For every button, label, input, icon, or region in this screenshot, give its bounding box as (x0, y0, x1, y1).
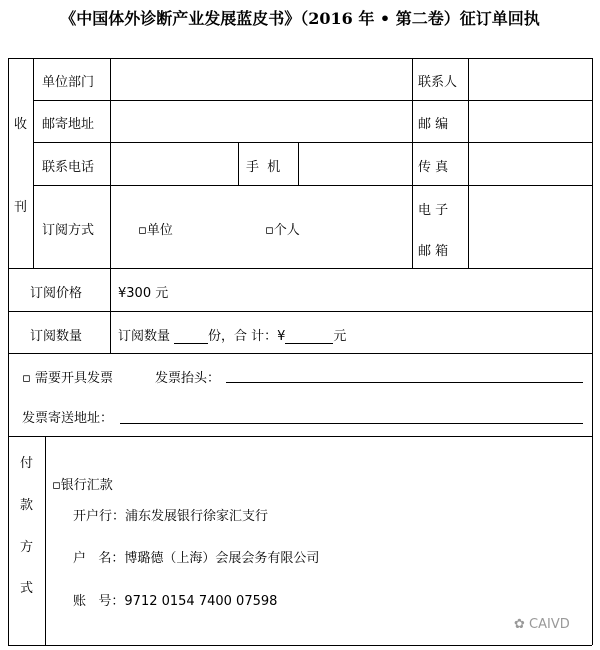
mobile-label: 手 机 (246, 160, 281, 175)
invoice-address-label: 发票寄送地址： (22, 411, 114, 426)
fax-label: 传 真 (418, 160, 449, 175)
currency-unit: 元 (333, 329, 347, 344)
invoice-header-input[interactable] (226, 382, 583, 383)
quantity-text: 订阅数量 (118, 329, 171, 344)
total-text: 份，合 计：¥ (208, 329, 286, 344)
account-name: 户 名：博璐德（上海）会展会务有限公司 (73, 551, 320, 566)
email-label-1: 电 子 (418, 203, 449, 218)
need-invoice-checkbox[interactable]: ▫ 需要开具发票 (22, 371, 113, 386)
page-title: 《中国体外诊断产业发展蓝皮书》（2016 年 • 第二卷）征订单回执 (60, 9, 540, 28)
price-label: 订阅价格 (30, 286, 83, 301)
invoice-header-label: 发票抬头： (155, 371, 221, 386)
subscription-method-label: 订阅方式 (42, 223, 95, 238)
payment-label-2: 款 (20, 498, 34, 513)
invoice-address-input[interactable] (120, 423, 583, 424)
option-unit-checkbox[interactable]: ▫单位 (138, 223, 173, 238)
recipient-label-bottom: 刊 (14, 200, 28, 215)
phone-label: 联系电话 (42, 160, 95, 175)
contact-label: 联系人 (418, 75, 458, 90)
quantity-input[interactable] (174, 329, 208, 344)
quantity-label: 订阅数量 (30, 329, 83, 344)
payment-label-1: 付 (20, 456, 34, 471)
payment-label-4: 式 (20, 581, 34, 596)
wechat-icon: ✿ (514, 617, 530, 632)
account-number: 账 号：9712 0154 7400 07598 (73, 594, 278, 609)
watermark (514, 617, 570, 632)
email-label-2: 邮 箱 (418, 244, 449, 259)
address-label: 邮寄地址 (42, 117, 95, 132)
postcode-label: 邮 编 (418, 117, 449, 132)
payment-label-3: 方 (20, 540, 34, 555)
bank-transfer-checkbox[interactable]: ▫银行汇款 (52, 478, 113, 493)
department-label: 单位部门 (42, 75, 95, 90)
watermark-text: CAIVD (529, 617, 570, 632)
bank-name: 开户行：浦东发展银行徐家汇支行 (73, 509, 269, 524)
recipient-label-top: 收 (14, 117, 28, 132)
option-personal-checkbox[interactable]: ▫个人 (265, 223, 300, 238)
total-input[interactable] (285, 329, 333, 344)
quantity-line (118, 325, 346, 344)
price-value: ¥300 元 (118, 286, 169, 301)
